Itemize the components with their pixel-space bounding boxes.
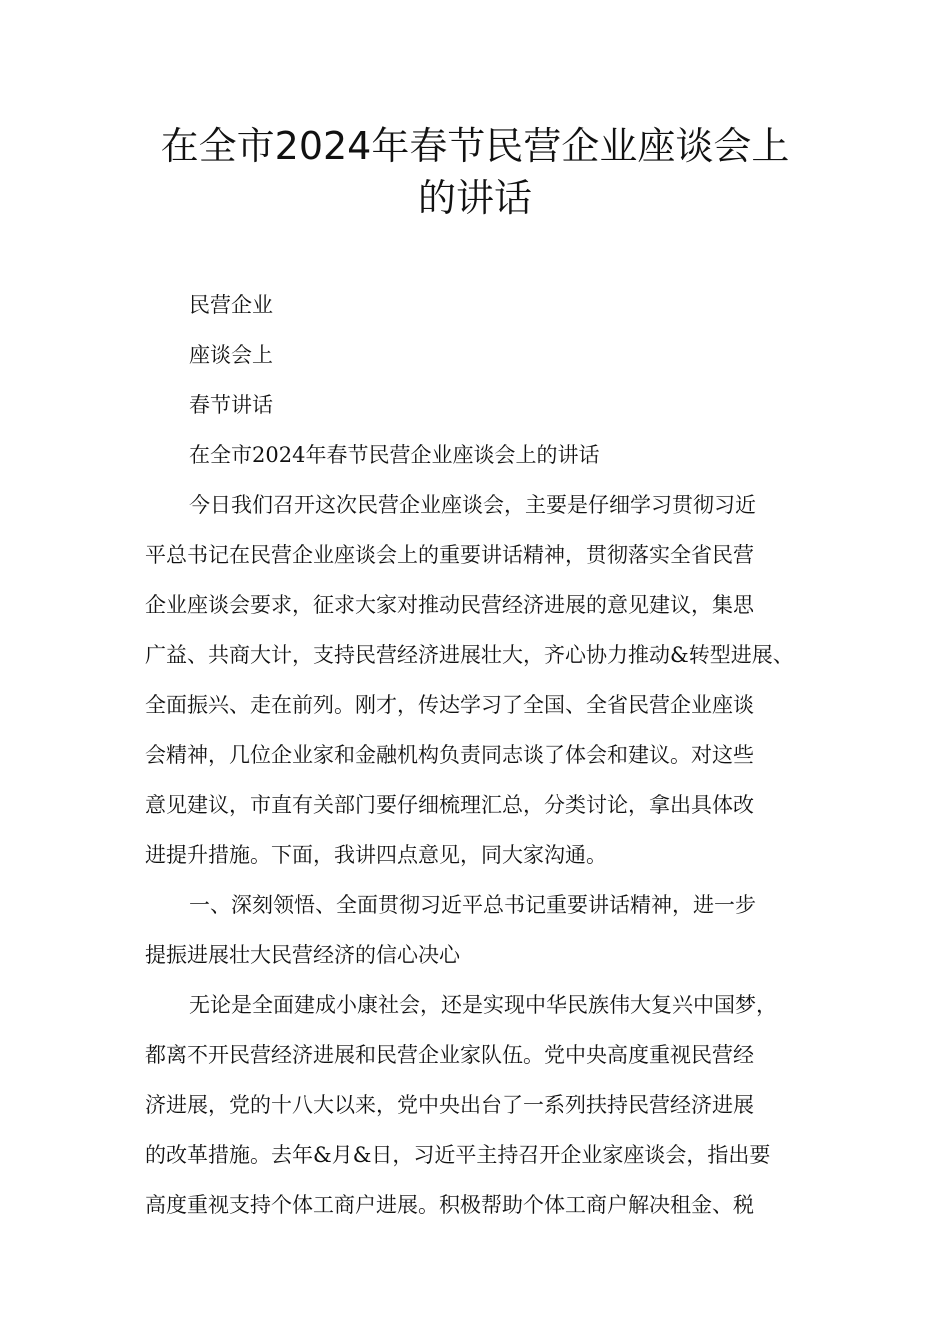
paragraph-1-line-3: 企业座谈会要求，征求大家对推动民营经济进展的意见建议，集思 xyxy=(145,593,754,617)
paragraph-1-line-4: 广益、共商大计，支持民营经济进展壮大，齐心协力推动&转型进展、 xyxy=(145,643,794,667)
document-body xyxy=(145,280,825,1230)
paragraph-1-line-6: 会精神，几位企业家和金融机构负责同志谈了体会和建议。对这些 xyxy=(145,743,754,767)
section-heading-1 xyxy=(145,880,825,980)
section-heading-1-line-1: 一、深刻领悟、全面贯彻习近平总书记重要讲话精神，进一步 xyxy=(189,893,756,917)
paragraph-1 xyxy=(145,480,825,880)
paragraph-2-line-4: 的改革措施。去年&月&日，习近平主持召开企业家座谈会，指出要 xyxy=(145,1143,771,1167)
paragraph-1-line-5: 全面振兴、走在前列。刚才，传达学习了全国、全省民营企业座谈 xyxy=(145,693,754,717)
paragraph-2-line-1: 无论是全面建成小康社会，还是实现中华民族伟大复兴中国梦， xyxy=(189,993,777,1017)
document-title xyxy=(120,120,830,224)
paragraph-2 xyxy=(145,980,825,1230)
paragraph-1-line-1: 今日我们召开这次民营企业座谈会，主要是仔细学习贯彻习近 xyxy=(189,493,756,517)
paragraph-2-line-3: 济进展，党的十八大以来，党中央出台了一系列扶持民营经济进展 xyxy=(145,1093,754,1117)
paragraph-1-line-7: 意见建议，市直有关部门要仔细梳理汇总，分类讨论，拿出具体改 xyxy=(145,793,754,817)
keyword-2: 座谈会上 xyxy=(189,343,273,367)
paragraph-2-line-2: 都离不开民营经济进展和民营企业家队伍。党中央高度重视民营经 xyxy=(145,1043,754,1067)
section-heading-1-line-2: 提振进展壮大民营经济的信心决心 xyxy=(145,943,460,967)
speech-title-repeat: 在全市2024年春节民营企业座谈会上的讲话 xyxy=(189,443,600,467)
keyword-3: 春节讲话 xyxy=(189,393,273,417)
paragraph-1-line-2: 平总书记在民营企业座谈会上的重要讲话精神，贯彻落实全省民营 xyxy=(145,543,754,567)
keyword-1: 民营企业 xyxy=(189,293,273,317)
paragraph-2-line-5: 高度重视支持个体工商户进展。积极帮助个体工商户解决租金、税 xyxy=(145,1193,754,1217)
title-line-1: 在全市2024年春节民营企业座谈会上 xyxy=(160,124,790,168)
paragraph-1-line-8: 进提升措施。下面，我讲四点意见，同大家沟通。 xyxy=(145,843,607,867)
title-line-2: 的讲话 xyxy=(417,176,532,220)
